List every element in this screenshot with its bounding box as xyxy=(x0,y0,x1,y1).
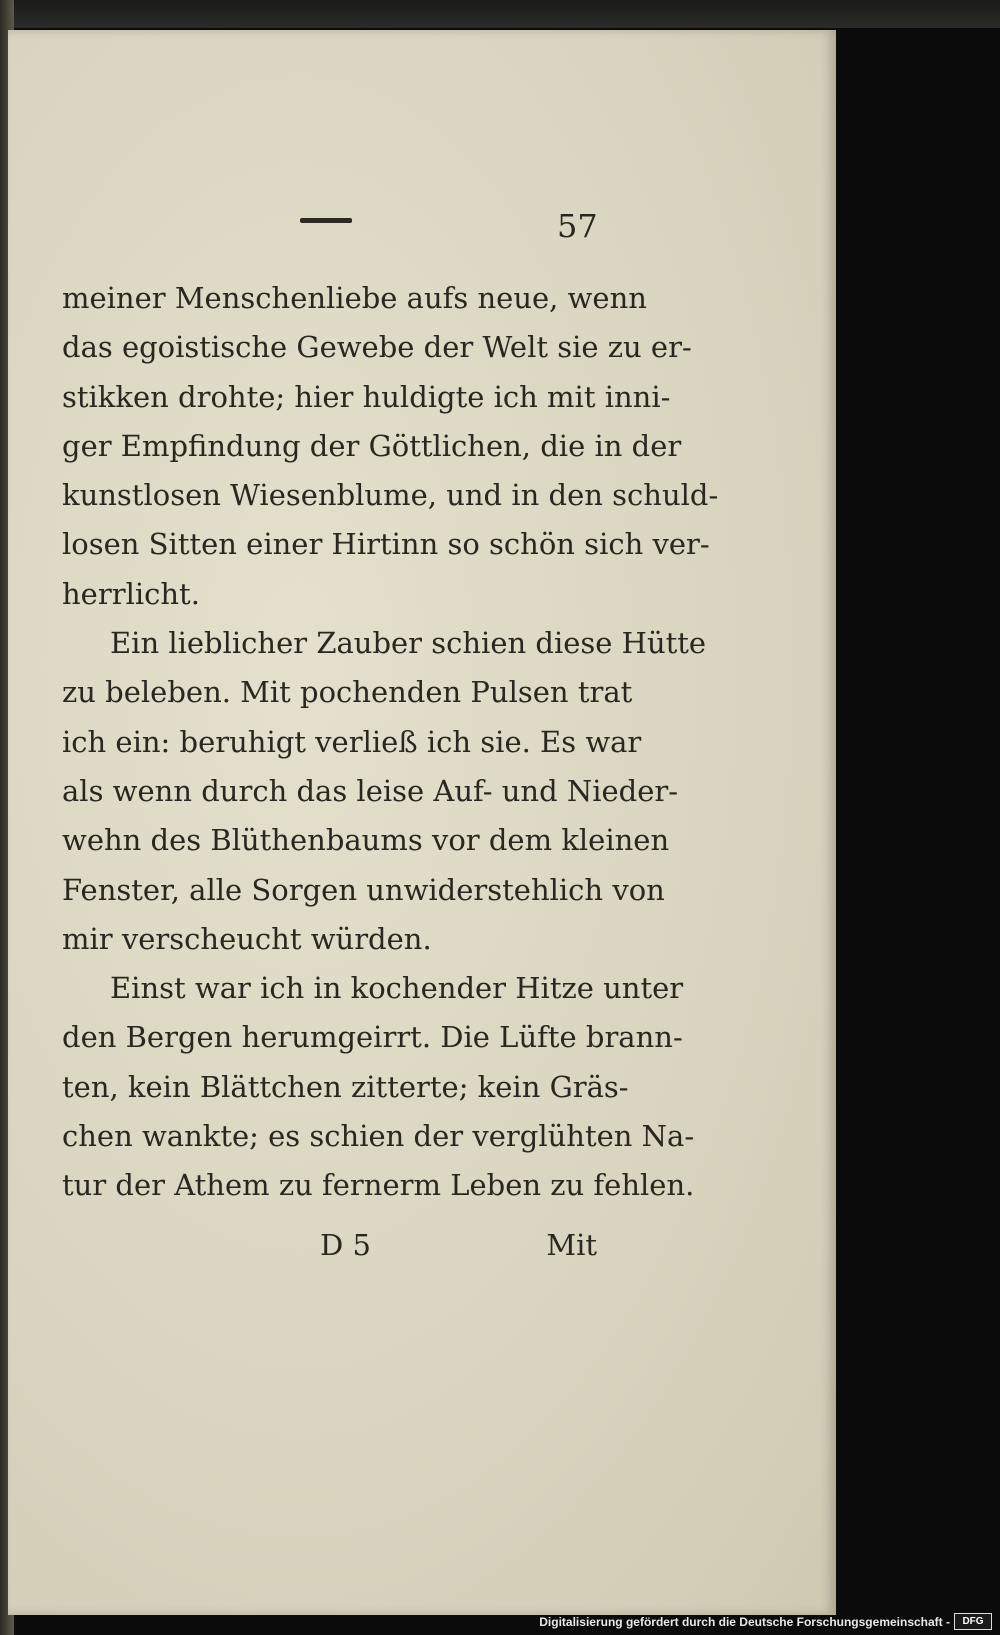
text-line: den Bergen herumgeirrt. Die Lüfte brann- xyxy=(62,1020,683,1055)
text-line: ger Empfindung der Göttlichen, die in der xyxy=(62,428,682,463)
text-line: ten, kein Blättchen zitterte; kein Gräs- xyxy=(62,1069,629,1104)
body-text xyxy=(62,274,719,1211)
signature-mark: D 5 xyxy=(320,1228,371,1262)
text-line: chen wankte; es schien der verglühten Na- xyxy=(62,1119,695,1154)
text-line: Ein lieblicher Zauber schien diese Hütte xyxy=(110,626,707,661)
text-line: Fenster, alle Sorgen unwiderstehlich von xyxy=(62,872,665,907)
header-ornament-rule xyxy=(300,218,352,223)
dfg-logo: DFG xyxy=(954,1613,992,1630)
text-line: herrlicht. xyxy=(62,576,200,611)
page-footer xyxy=(62,1228,597,1268)
text-line: stikken drohte; hier huldigte ich mit inni- xyxy=(62,379,671,414)
text-line: meiner Menschenliebe aufs neue, wenn xyxy=(62,281,647,315)
text-line: kunstlosen Wiesenblume, und in den schuld- xyxy=(62,478,719,513)
text-line: wehn des Blüthenbaums vor dem kleinen xyxy=(62,823,670,858)
page-number: 57 xyxy=(557,207,598,245)
text-line: mir verscheucht würden. xyxy=(62,921,432,956)
text-line: das egoistische Gewebe der Welt sie zu er- xyxy=(62,330,692,365)
digitization-credit: Digitalisierung gefördert durch die Deutsche Forschungsgemeinschaft - xyxy=(539,1615,950,1629)
text-line: zu beleben. Mit pochenden Pulsen trat xyxy=(62,675,633,710)
text-line: Einst war ich in kochender Hitze unter xyxy=(110,971,684,1006)
scan-top-edge xyxy=(0,0,1000,28)
text-line: tur der Athem zu fernerm Leben zu fehlen. xyxy=(62,1168,695,1203)
text-line: ich ein: beruhigt verließ ich sie. Es war xyxy=(62,724,642,759)
text-line: als wenn durch das leise Auf- und Nieder- xyxy=(62,773,679,808)
text-line: losen Sitten einer Hirtinn so schön sich ver- xyxy=(62,527,710,562)
catchword: Mit xyxy=(546,1228,597,1262)
